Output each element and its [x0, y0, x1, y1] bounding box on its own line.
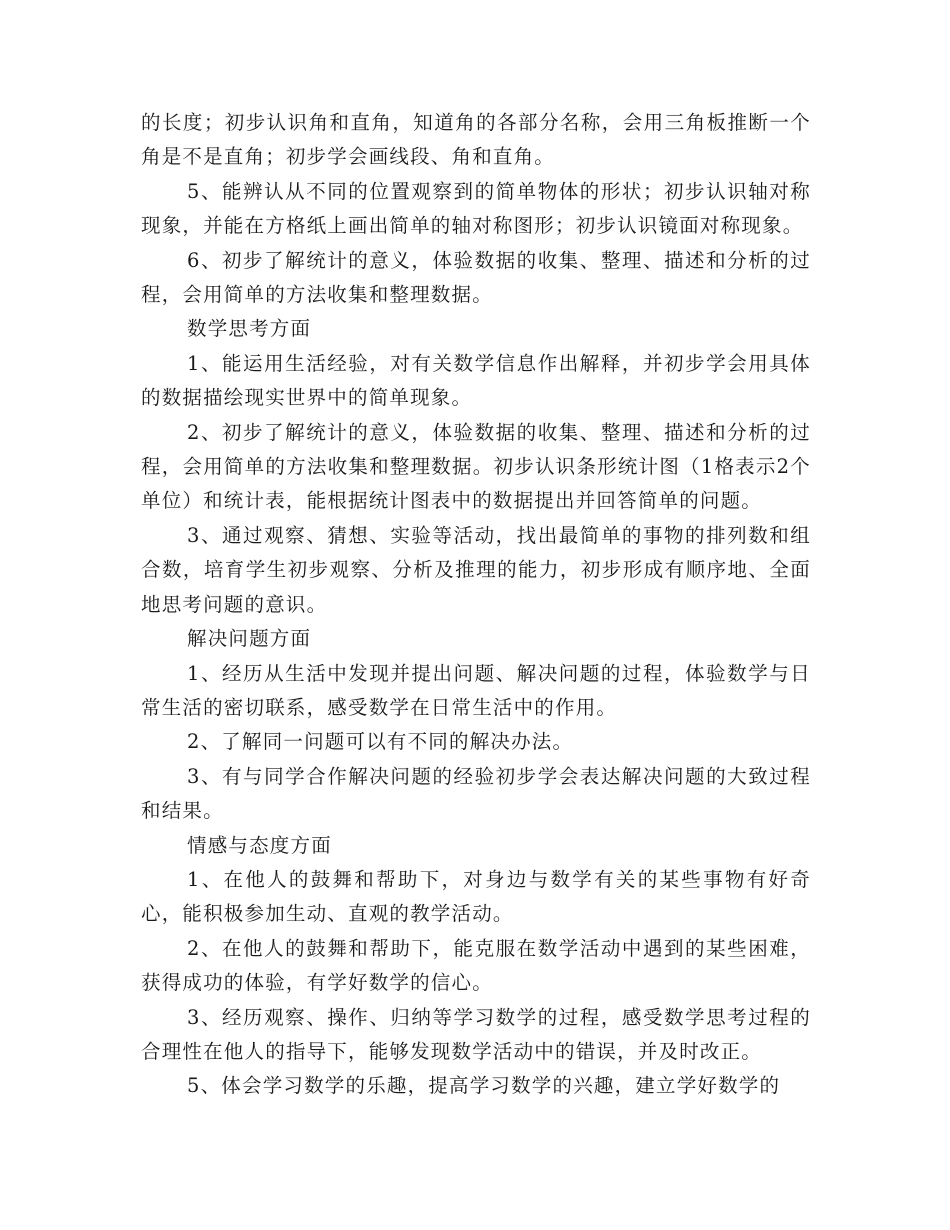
section-heading: 数学思考方面: [187, 317, 312, 341]
section-heading: 解决问题方面: [187, 627, 312, 651]
paragraph: 2、了解同一问题可以有不同的解决办法。: [187, 730, 574, 754]
paragraph: 1、经历从生活中发现并提出问题、解决问题的过程，体验数学与日常生活的密切联系，感受数学在日常生活中的作用。: [141, 661, 811, 719]
paragraph: 2、在他人的鼓舞和帮助下，能克服在数学活动中遇到的某些困难，获得成功的体验，有学好数学的信心。: [141, 936, 811, 995]
paragraph: 6、初步了解统计的意义，体验数据的收集、整理、描述和分析的过程，会用简单的方法收集和整理数据。: [141, 248, 811, 307]
paragraph: 5、体会学习数学的乐趣，提高学习数学的兴趣，建立学好数学的: [187, 1074, 781, 1098]
paragraph: 2、初步了解统计的意义，体验数据的收集、整理、描述和分析的过程，会用简单的方法收集和整理数据。初步认识条形统计图（1格表示2个单位）和统计表，能根据统计图表中的数据提出并回答简单的问题。: [141, 420, 811, 513]
paragraph: 3、有与同学合作解决问题的经验初步学会表达解决问题的大致过程和结果。: [141, 764, 811, 823]
paragraph: 3、通过观察、猜想、实验等活动，找出最简单的事物的排列数和组合数，培育学生初步观察、分析及推理的能力，初步形成有顺序地、全面地思考问题的意识。: [141, 523, 811, 616]
document-body: [141, 106, 811, 1104]
paragraph: 5、能辨认从不同的位置观察到的简单物体的形状；初步认识轴对称现象，并能在方格纸上画出简单的轴对称图形；初步认识镜面对称现象。: [141, 179, 811, 238]
paragraph: 3、经历观察、操作、归纳等学习数学的过程，感受数学思考过程的合理性在他人的指导下，能够发现数学活动中的错误，并及时改正。: [141, 1005, 811, 1063]
paragraph: 1、在他人的鼓舞和帮助下，对身边与数学有关的某些事物有好奇心，能积极参加生动、直观的教学活动。: [141, 867, 811, 926]
paragraph: 的长度；初步认识角和直角，知道角的各部分名称，会用三角板推断一个角是不是直角；初步学会画线段、角和直角。: [141, 111, 811, 169]
paragraph: 1、能运用生活经验，对有关数学信息作出解释，并初步学会用具体的数据描绘现实世界中的简单现象。: [141, 351, 811, 410]
section-heading: 情感与态度方面: [187, 833, 332, 857]
